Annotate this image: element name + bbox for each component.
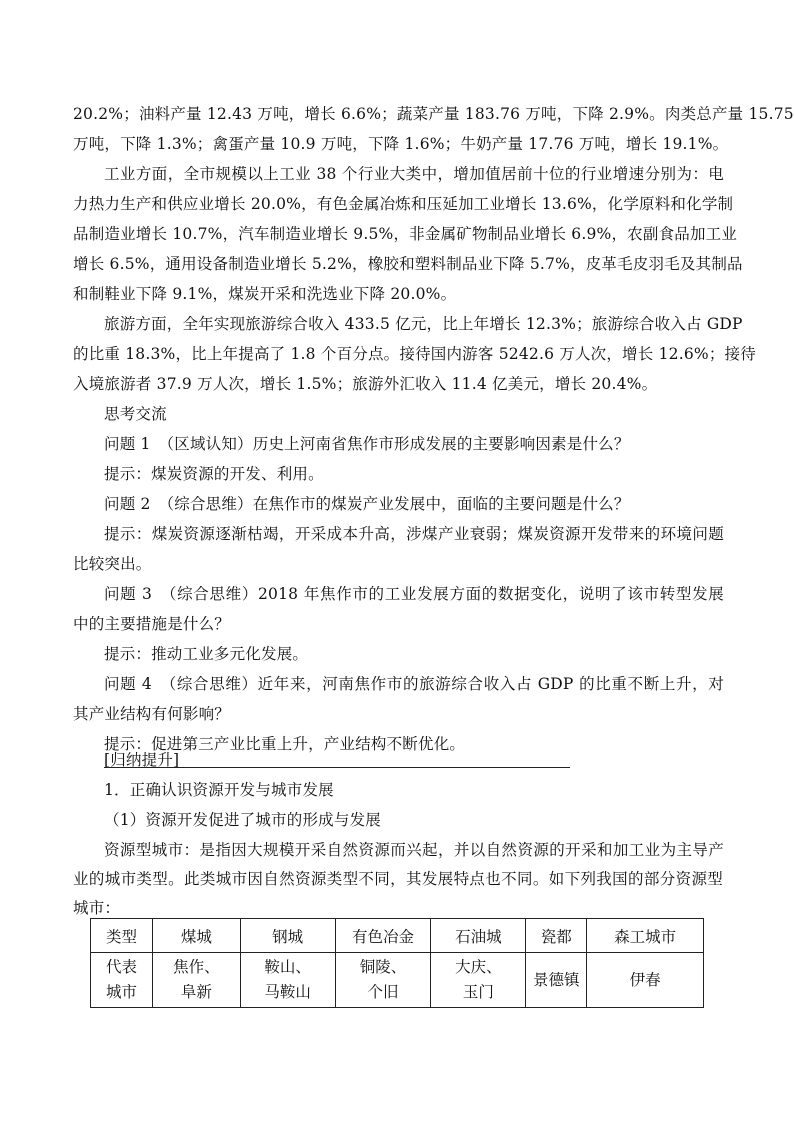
table-cell: 大庆、 玉门 <box>431 953 526 1008</box>
paragraph-industry-line: 和制鞋业下降 9.1%，煤炭开采和洗选业下降 20.0%。 <box>73 285 457 303</box>
question-4-line: 问题 4 （综合思维）近年来，河南焦作市的旅游综合收入占 GDP 的比重不断上升，对 <box>104 675 724 693</box>
resource-city-table <box>90 918 704 1008</box>
answer-3: 提示：推动工业多元化发展。 <box>104 645 309 663</box>
table-cell: 铜陵、 个旧 <box>335 953 431 1008</box>
answer-4: 提示：促进第三产业比重上升，产业结构不断优化。 <box>104 735 466 753</box>
table-header-cell: 瓷都 <box>526 919 587 953</box>
question-3-line: 问题 3 （综合思维）2018 年焦作市的工业发展方面的数据变化，说明了该市转型发展 <box>104 585 724 603</box>
paragraph-industry-line: 力热力生产和供应业增长 20.0%，有色金属冶炼和压延加工业增长 13.6%，化学原料和化学制 <box>73 195 734 213</box>
table-cell: 景德镇 <box>526 953 587 1008</box>
definition-line: 资源型城市：是指因大规模开采自然资源而兴起，并以自然资源的开采和加工业为主导产 <box>104 841 724 859</box>
question-3-line: 中的主要措施是什么？ <box>73 615 231 633</box>
table-header-cell: 有色冶金 <box>335 919 431 953</box>
question-2: 问题 2 （综合思维）在焦作市的煤炭产业发展中，面临的主要问题是什么？ <box>104 495 630 513</box>
table-header-cell: 石油城 <box>431 919 526 953</box>
answer-2-line: 提示：煤炭资源逐渐枯竭，开采成本升高，涉煤产业衰弱；煤炭资源开发带来的环境问题 <box>104 525 724 543</box>
table-header-cell: 类型 <box>91 919 153 953</box>
table-row <box>91 953 704 1008</box>
paragraph-tourism-line: 入境旅游者 37.9 万人次，增长 1.5%；旅游外汇收入 11.4 亿美元，增长 20.4%。 <box>73 375 658 393</box>
section-heading-think: 思考交流 <box>104 405 167 423</box>
question-1: 问题 1 （区域认知）历史上河南省焦作市形成发展的主要影响因素是什么？ <box>104 435 630 453</box>
summary-point-1: 1．正确认识资源开发与城市发展 <box>104 781 334 799</box>
question-4-line: 其产业结构有何影响？ <box>73 705 231 723</box>
paragraph-industry-line: 增长 6.5%，通用设备制造业增长 5.2%，橡胶和塑料制品业下降 5.7%，皮革毛皮羽毛及其制品 <box>73 255 743 273</box>
definition-line: 业的城市类型。此类城市因自然资源类型不同，其发展特点也不同。如下列我国的部分资源型 <box>73 870 723 888</box>
table-header-row <box>91 919 704 953</box>
paragraph-agriculture-line: 万吨，下降 1.3%；禽蛋产量 10.9 万吨，下降 1.6%；牛奶产量 17.76 万吨，增长 19.1%。 <box>73 135 729 153</box>
paragraph-agriculture-line: 20.2%；油料产量 12.43 万吨，增长 6.6%；蔬菜产量 183.76 万吨，下降 2.9%。肉类总产量 15.75 <box>73 105 794 123</box>
paragraph-tourism-line: 的比重 18.3%，比上年提高了 1.8 个百分点。接待国内游客 5242.6 万人次，增长 12.6%；接待 <box>73 345 756 363</box>
table-cell: 焦作、 阜新 <box>152 953 240 1008</box>
definition-line: 城市： <box>73 899 121 917</box>
paragraph-tourism-line: 旅游方面，全年实现旅游综合收入 433.5 亿元，比上年增长 12.3%；旅游综合收入占 GDP <box>104 315 743 333</box>
summary-heading: [归纳提升] <box>104 751 180 769</box>
summary-point-1a: （1）资源开发促进了城市的形成与发展 <box>104 811 381 829</box>
table-cell: 伊春 <box>587 953 704 1008</box>
table-header-cell: 森工城市 <box>587 919 704 953</box>
table-header-cell: 煤城 <box>152 919 240 953</box>
table-row-label: 代表 城市 <box>91 953 153 1008</box>
answer-1: 提示：煤炭资源的开发、利用。 <box>104 465 324 483</box>
table-cell: 鞍山、 马鞍山 <box>240 953 335 1008</box>
answer-2-line: 比较突出。 <box>73 555 152 573</box>
paragraph-industry-line: 工业方面，全市规模以上工业 38 个行业大类中，增加值居前十位的行业增速分别为：电 <box>104 165 724 183</box>
summary-underline <box>104 767 570 768</box>
paragraph-industry-line: 品制造业增长 10.7%，汽车制造业增长 9.5%，非金属矿物制品业增长 6.9%，农副食品加工业 <box>73 225 738 243</box>
table-header-cell: 钢城 <box>240 919 335 953</box>
